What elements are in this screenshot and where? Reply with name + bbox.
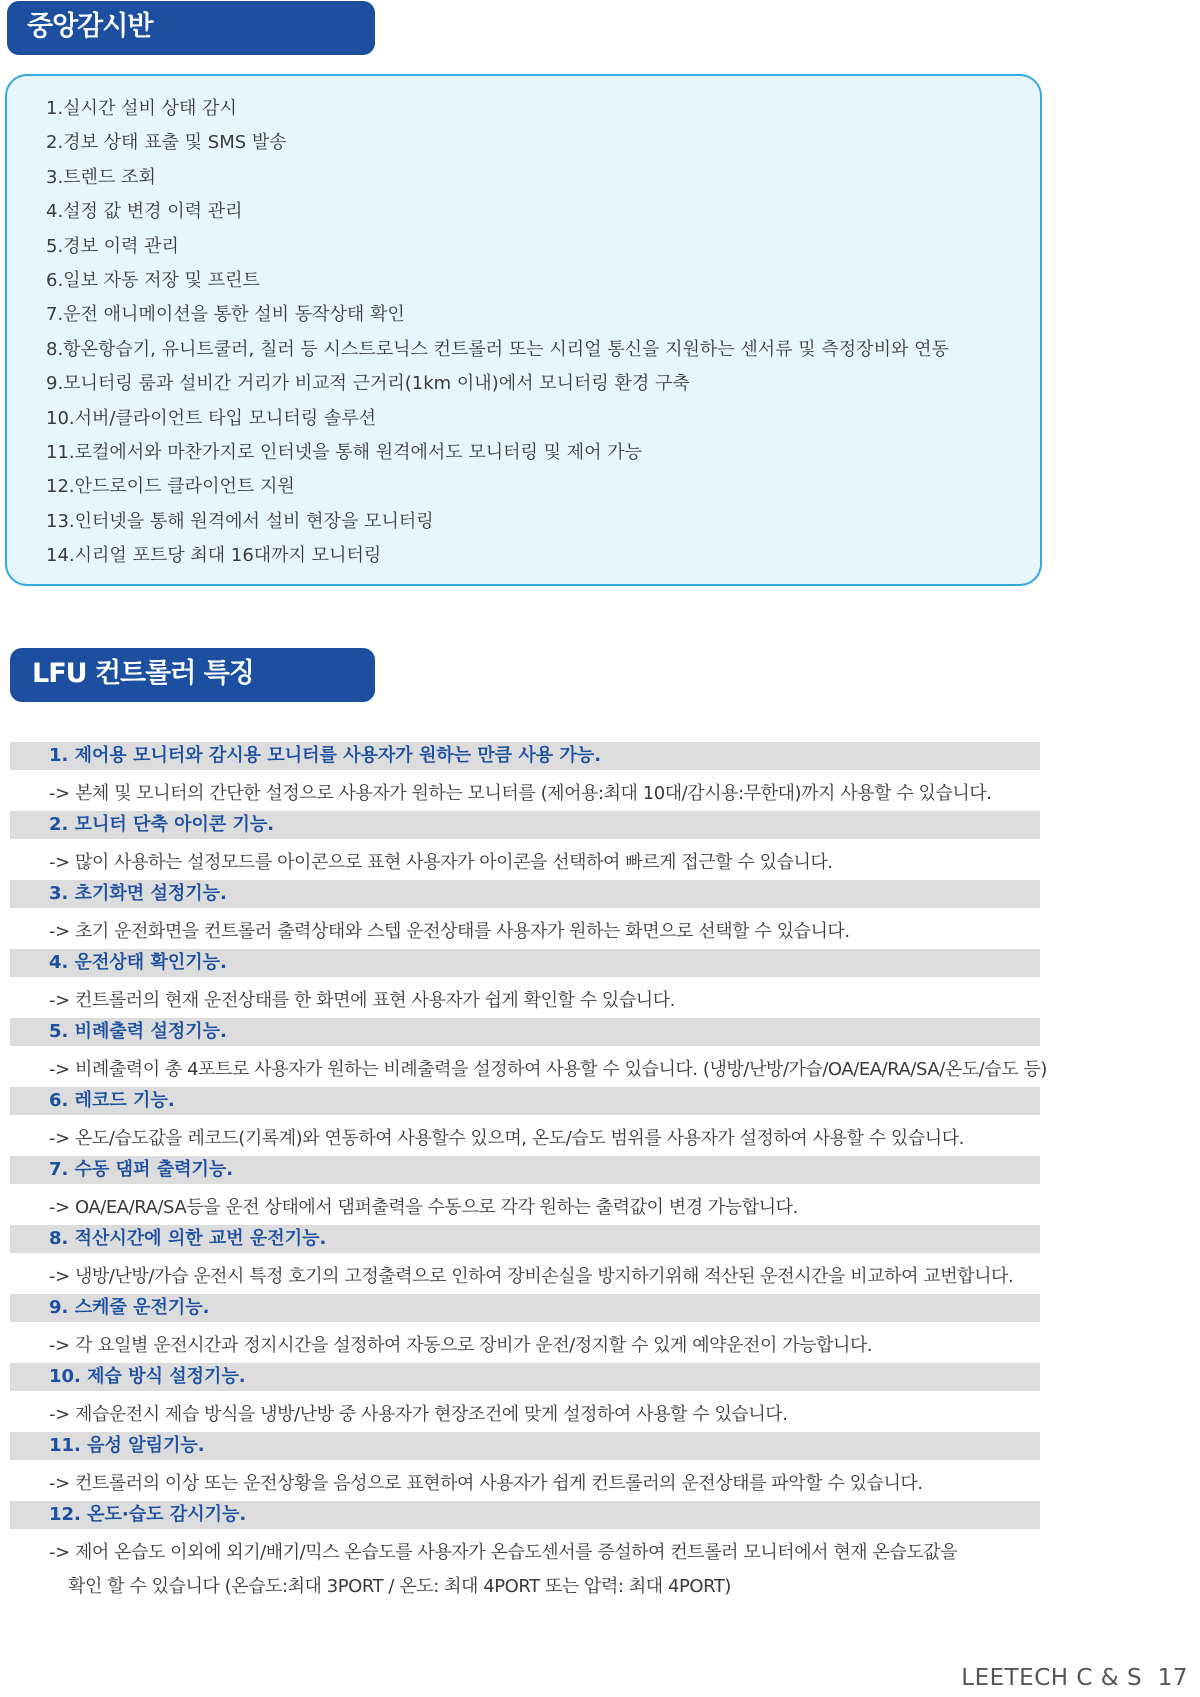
section-title-lfu-controller: LFU 컨트롤러 특징: [10, 648, 375, 702]
feature-heading: 10. 제습 방식 설정기능.: [10, 1363, 1040, 1391]
feature-heading: 1. 제어용 모니터와 감시용 모니터를 사용자가 원하는 만큼 사용 가능.: [10, 742, 1040, 770]
feature-description: -> 온도/습도값을 레코드(기록계)와 연동하여 사용할수 있으며, 온도/습도 범위를 사용자가 설정하여 사용할 수 있습니다.: [49, 1127, 964, 1149]
feature-description: -> 초기 운전화면을 컨트롤러 출력상태와 스텝 운전상태를 사용자가 원하는 화면으로 선택할 수 있습니다.: [49, 920, 850, 942]
list-item: 12.안드로이드 클라이언트 지원: [46, 476, 295, 498]
list-item: 5.경보 이력 관리: [46, 235, 179, 257]
feature-heading: 9. 스케줄 운전기능.: [10, 1294, 1040, 1322]
list-item: 2.경보 상태 표출 및 SMS 발송: [46, 132, 287, 154]
list-item: 3.트렌드 조회: [46, 166, 156, 188]
central-monitoring-box: [5, 74, 1042, 586]
feature-heading: 2. 모니터 단축 아이콘 기능.: [10, 811, 1040, 839]
feature-description-continued: 확인 할 수 있습니다 (온습도:최대 3PORT / 온도: 최대 4PORT 또는 압력: 최대 4PORT): [68, 1576, 731, 1597]
feature-description: -> 비례출력이 총 4포트로 사용자가 원하는 비례출력을 설정하여 사용할 수 있습니다. (냉방/난방/가습/OA/EA/RA/SA/온도/습도 등): [49, 1058, 1047, 1080]
feature-description: -> 냉방/난방/가습 운전시 특정 호기의 고정출력으로 인하여 장비손실을 방지하기위해 적산된 운전시간을 비교하여 교번합니다.: [49, 1265, 1014, 1287]
list-item: 13.인터넷을 통해 원격에서 설비 현장을 모니터링: [46, 510, 434, 532]
feature-description: -> 제습운전시 제습 방식을 냉방/난방 중 사용자가 현장조건에 맞게 설정하여 사용할 수 있습니다.: [49, 1403, 788, 1425]
feature-heading: 6. 레코드 기능.: [10, 1087, 1040, 1115]
company-name: LEETECH C & S: [961, 1665, 1143, 1691]
list-item: 14.시리얼 포트당 최대 16대까지 모니터링: [46, 545, 382, 567]
feature-heading: 8. 적산시간에 의한 교번 운전기능.: [10, 1225, 1040, 1253]
list-item: 1.실시간 설비 상태 감시: [46, 98, 237, 119]
list-item: 11.로컬에서와 마찬가지로 인터넷을 통해 원격에서도 모니터링 및 제어 가능: [46, 441, 643, 463]
feature-description: -> 많이 사용하는 설정모드를 아이콘으로 표현 사용자가 아이콘을 선택하여 빠르게 접근할 수 있습니다.: [49, 851, 833, 873]
feature-heading: 12. 온도·습도 감시기능.: [10, 1501, 1040, 1529]
feature-description: -> OA/EA/RA/SA등을 운전 상태에서 댐퍼출력을 수동으로 각각 원하는 출력값이 변경 가능합니다.: [49, 1196, 798, 1218]
feature-description: -> 컨트롤러의 이상 또는 운전상황을 음성으로 표현하여 사용자가 쉽게 컨트롤러의 운전상태를 파악할 수 있습니다.: [49, 1472, 923, 1494]
list-item: 6.일보 자동 저장 및 프린트: [46, 269, 260, 291]
feature-description: -> 컨트롤러의 현재 운전상태를 한 화면에 표현 사용자가 쉽게 확인할 수 있습니다.: [49, 989, 675, 1011]
section-title-central-monitoring: 중앙감시반: [7, 1, 375, 55]
feature-description: -> 본체 및 모니터의 간단한 설정으로 사용자가 원하는 모니터를 (제어용:최대 10대/감시용:무한대)까지 사용할 수 있습니다.: [49, 782, 992, 804]
list-item: 8.항온항습기, 유니트쿨러, 칠러 등 시스트로닉스 컨트롤러 또는 시리얼 통신을 지원하는 센서류 및 측정장비와 연동: [46, 338, 949, 360]
feature-heading: 4. 운전상태 확인기능.: [10, 949, 1040, 977]
list-item: 4.설정 값 변경 이력 관리: [46, 201, 243, 223]
feature-heading: 7. 수동 댐퍼 출력기능.: [10, 1156, 1040, 1184]
page-footer: [961, 1665, 1188, 1691]
page-number: 17: [1157, 1665, 1188, 1691]
feature-heading: 11. 음성 알림기능.: [10, 1432, 1040, 1460]
list-item: 9.모니터링 룸과 설비간 거리가 비교적 근거리(1km 이내)에서 모니터링 환경 구축: [46, 373, 690, 395]
feature-description: -> 제어 온습도 이외에 외기/배기/믹스 온습도를 사용자가 온습도센서를 증설하여 컨트롤러 모니터에서 현재 온습도값을: [49, 1541, 958, 1563]
feature-heading: 3. 초기화면 설정기능.: [10, 880, 1040, 908]
feature-heading: 5. 비례출력 설정기능.: [10, 1018, 1040, 1046]
list-item: 10.서버/클라이언트 타입 모니터링 솔루션: [46, 407, 377, 429]
feature-description: -> 각 요일별 운전시간과 정지시간을 설정하여 자동으로 장비가 운전/정지할 수 있게 예약운전이 가능합니다.: [49, 1334, 873, 1356]
list-item: 7.운전 애니메이션을 통한 설비 동작상태 확인: [46, 304, 405, 326]
feature-list: [10, 742, 1090, 1605]
